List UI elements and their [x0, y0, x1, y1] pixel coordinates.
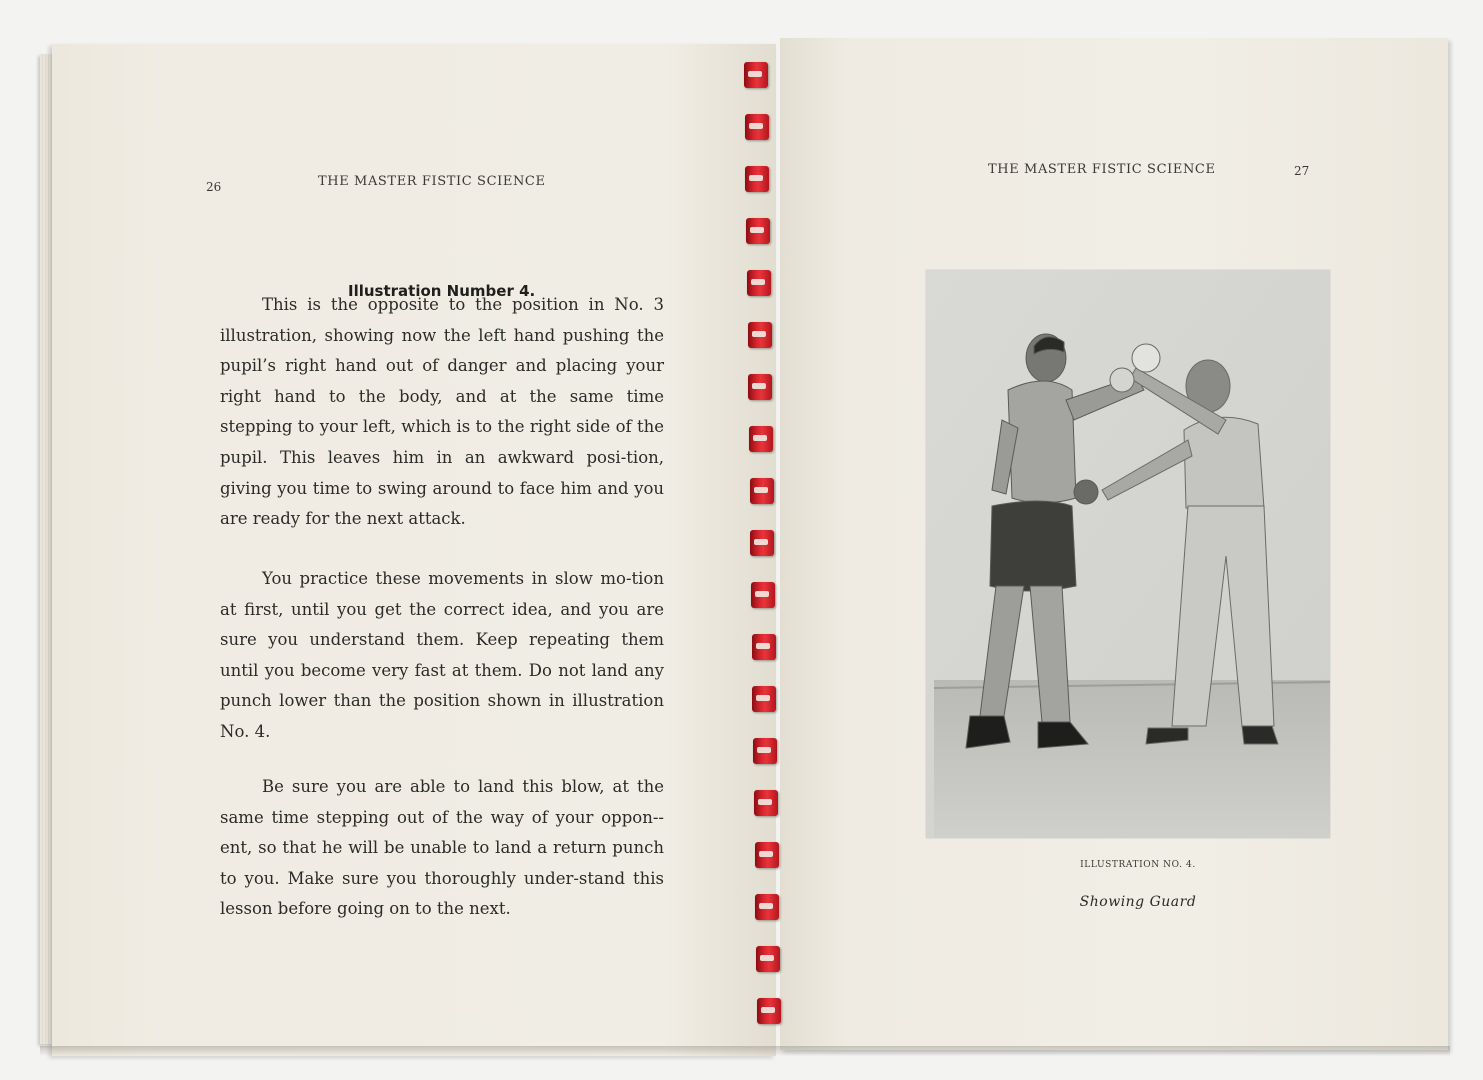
binding-coil: [750, 478, 774, 504]
open-book: [38, 36, 1453, 1056]
binding-coil: [746, 218, 770, 244]
binding-coil: [744, 62, 768, 88]
section-heading: Illustration Number 4.: [348, 282, 536, 300]
binding-coil: [751, 582, 775, 608]
binding-coil: [755, 894, 779, 920]
illustration-caption-title: Showing Guard: [1079, 894, 1197, 910]
binding-coil: [757, 998, 781, 1024]
running-head-left: THE MASTER FISTIC SCIENCE: [318, 174, 546, 189]
binding-coil: [750, 530, 774, 556]
binding-coil: [745, 114, 769, 140]
illustration-caption-label: ILLUSTRATION NO. 4.: [1080, 860, 1196, 870]
boxing-photo-drawing: [926, 270, 1330, 838]
page-number-left: 26: [206, 180, 222, 194]
binding-coil: [748, 374, 772, 400]
binding-coil: [748, 322, 772, 348]
page-number-right: 27: [1294, 164, 1310, 178]
binding-coil: [745, 166, 769, 192]
binding-coil: [749, 426, 773, 452]
book-shadow: [40, 1046, 1450, 1056]
left-page: [52, 44, 776, 1056]
boxing-photograph: [926, 270, 1330, 838]
binding-coil: [754, 790, 778, 816]
binding-coil: [752, 686, 776, 712]
binding-coil: [747, 270, 771, 296]
running-head-right: THE MASTER FISTIC SCIENCE: [988, 162, 1216, 177]
binding-coil: [755, 842, 779, 868]
binding-coil: [756, 946, 780, 972]
paragraph-1: This is the opposite to the position in No. 3 illustration, showing now the left hand pushing the pupil’s right hand out of danger and placing your right hand to the body, and at the same time stepping to your left, which is to the right side of the pupil. This leaves him in an awkward posi-tion, giving you time to swing around to face him and you are ready for the next attack.: [220, 295, 664, 529]
binding-coil: [753, 738, 777, 764]
paragraph-2: You practice these movements in slow mo-tion at first, until you get the correct idea, and you are sure you understand them. Keep repeating them until you become very fast at them. Do not land any punch lower than the position shown in illustration No. 4.: [220, 569, 664, 741]
paragraph-3: Be sure you are able to land this blow, at the same time stepping out of the way of your oppon-ent, so that he will be unable to land a return punch to you. Make sure you thoroughly under-stand this lesson before going on to the next.: [220, 777, 664, 919]
binding-coil: [752, 634, 776, 660]
right-page: [780, 38, 1448, 1050]
